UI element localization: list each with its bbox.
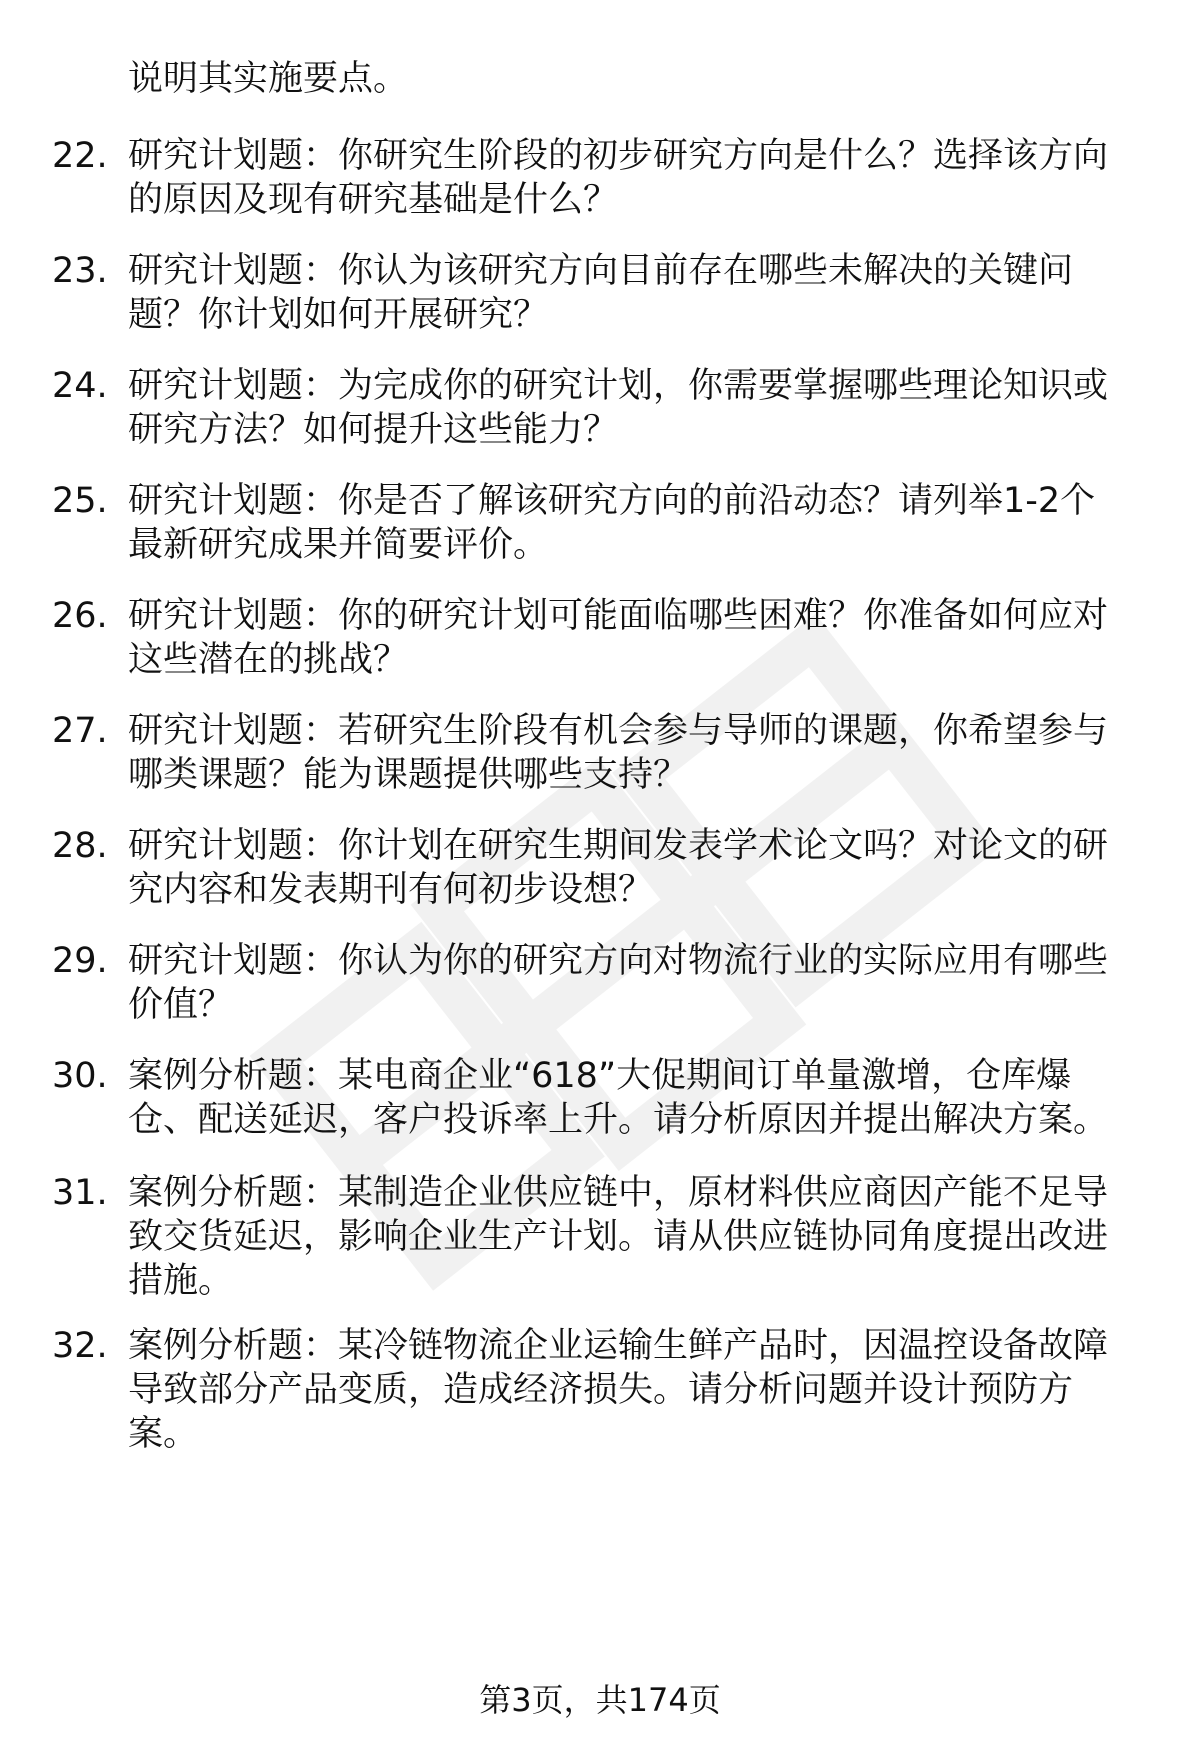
question-text-line: 研究计划题：你是否了解该研究方向的前沿动态？请列举1-2个: [128, 481, 1096, 521]
question-text-line: 哪类课题？能为课题提供哪些支持？: [128, 755, 689, 795]
question-text-line: 研究计划题：你认为你的研究方向对物流行业的实际应用有哪些: [128, 941, 1109, 981]
question-text-line: 究内容和发表期刊有何初步设想？: [128, 870, 654, 910]
question-text-line: 仓、配送延迟，客户投诉率上升。请分析原因并提出解决方案。: [128, 1100, 1109, 1140]
question-text-line: 导致部分产品变质，造成经济损失。请分析问题并设计预防方: [128, 1370, 1074, 1410]
question-text-line: 案例分析题：某制造企业供应链中，原材料供应商因产能不足导: [128, 1173, 1109, 1213]
question-number: 28.: [52, 826, 108, 866]
question-text-line: 案。: [128, 1414, 199, 1454]
question-text-line: 研究方法？如何提升这些能力？: [128, 410, 619, 450]
question-text-line: 研究计划题：为完成你的研究计划，你需要掌握哪些理论知识或: [128, 366, 1109, 406]
question-number: 32.: [52, 1326, 108, 1366]
question-number: 26.: [52, 596, 108, 636]
question-text-line: 致交货延迟，影响企业生产计划。请从供应链协同角度提出改进: [128, 1217, 1109, 1257]
question-number: 24.: [52, 366, 108, 406]
question-text-line: 研究计划题：你计划在研究生期间发表学术论文吗？对论文的研: [128, 826, 1109, 866]
intro-line: 说明其实施要点。: [128, 59, 409, 99]
question-text-line: 研究计划题：你认为该研究方向目前存在哪些未解决的关键问: [128, 251, 1074, 291]
question-number: 27.: [52, 711, 108, 751]
question-text-line: 案例分析题：某电商企业“618”大促期间订单量激增，仓库爆: [128, 1056, 1072, 1096]
page-footer: 第3页，共174页: [479, 1681, 721, 1719]
question-text-line: 的原因及现有研究基础是什么？: [128, 180, 619, 220]
question-number: 29.: [52, 941, 108, 981]
question-number: 23.: [52, 251, 108, 291]
question-text-line: 价值？: [128, 985, 234, 1025]
question-text-line: 案例分析题：某冷链物流企业运输生鲜产品时，因温控设备故障: [128, 1326, 1109, 1366]
question-text-line: 研究计划题：若研究生阶段有机会参与导师的课题，你希望参与: [128, 711, 1109, 751]
question-number: 22.: [52, 136, 108, 176]
question-text-line: 最新研究成果并简要评价。: [128, 525, 549, 565]
question-text-line: 题？你计划如何开展研究？: [128, 295, 549, 335]
question-text-line: 研究计划题：你的研究计划可能面临哪些困难？你准备如何应对: [128, 596, 1109, 636]
question-text-line: 研究计划题：你研究生阶段的初步研究方向是什么？选择该方向: [128, 136, 1109, 176]
question-text-line: 这些潜在的挑战？: [128, 640, 409, 680]
question-text-line: 措施。: [128, 1261, 234, 1301]
question-number: 31.: [52, 1173, 108, 1213]
question-number: 25.: [52, 481, 108, 521]
question-number: 30.: [52, 1056, 108, 1096]
